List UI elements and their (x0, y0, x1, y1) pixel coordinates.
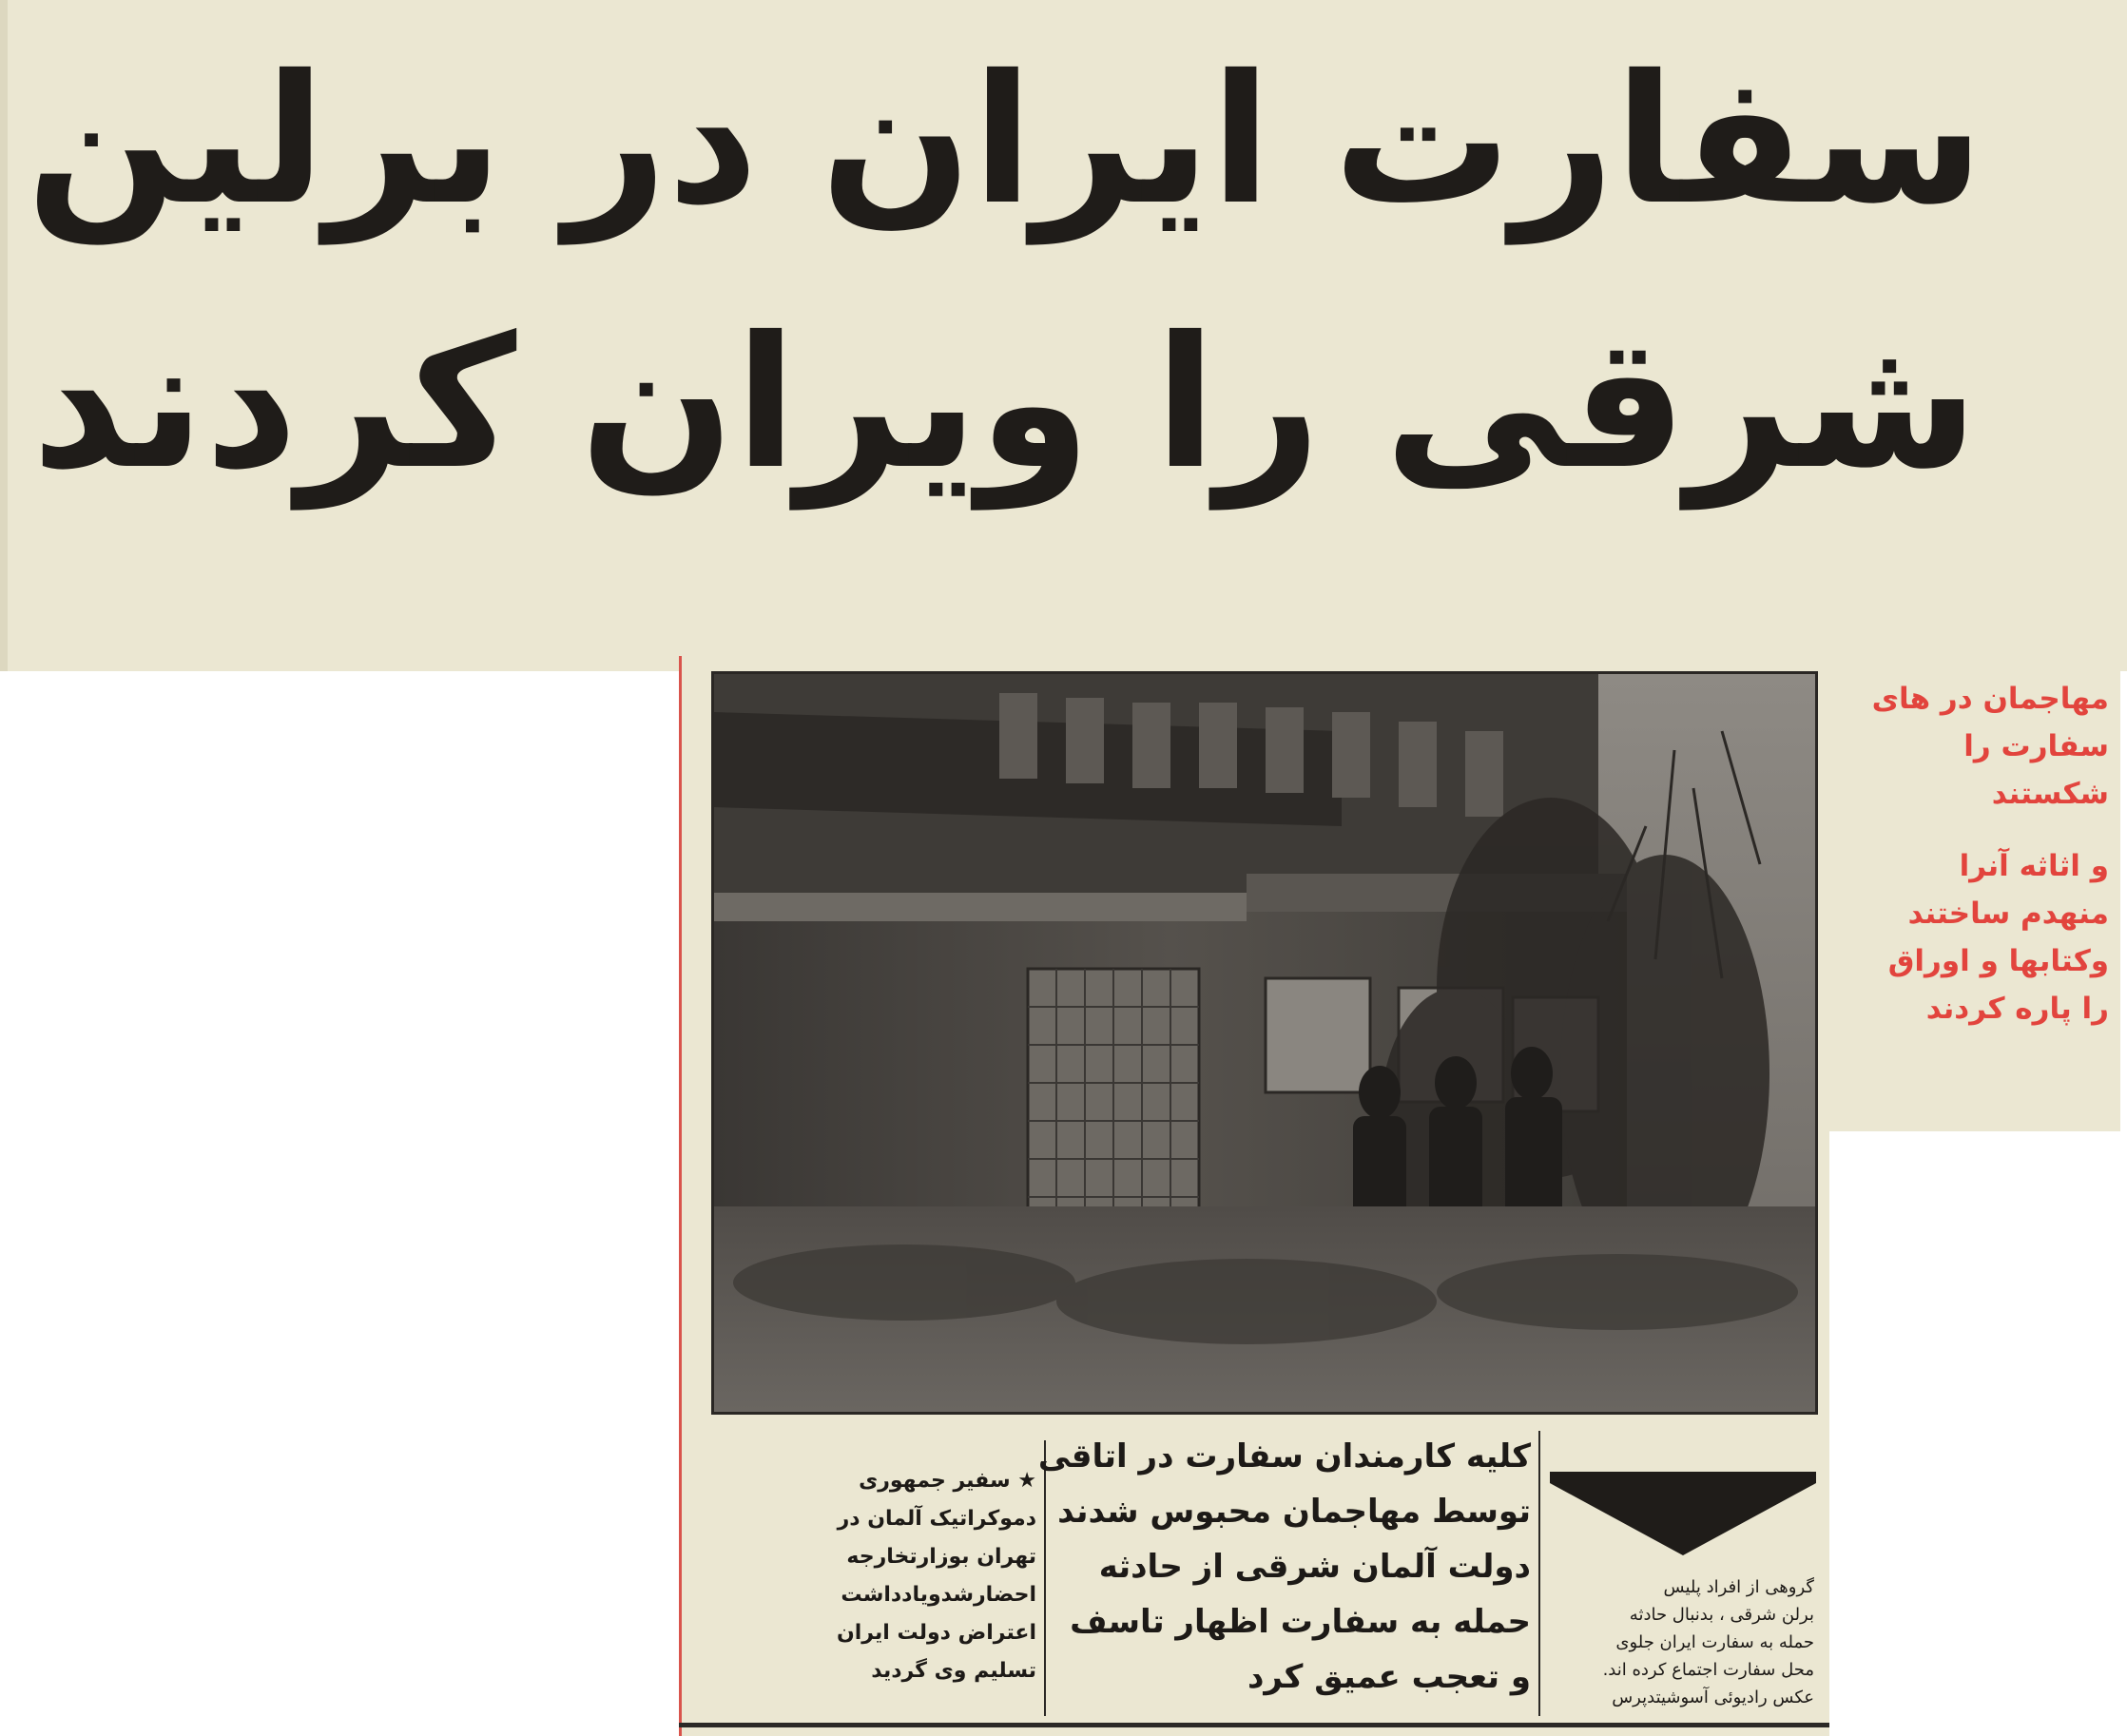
note-line: تسلیم وی گردید (871, 1659, 1036, 1683)
side-caption (1833, 675, 2109, 1032)
note-line: دموکراتیک آلمان در (837, 1507, 1036, 1531)
lead-line: حمله به سفارت اظهار تاسف (1070, 1603, 1531, 1641)
side-caption-line: را پاره کردند (1925, 992, 2109, 1026)
scan-edge (0, 0, 8, 671)
bottom-rule (679, 1723, 1829, 1727)
side-caption-line: سفارت را (1963, 729, 2109, 763)
embassy-photo (711, 671, 1818, 1415)
column-divider (1538, 1431, 1540, 1716)
side-caption-line: منهدم ساختند (1907, 897, 2109, 931)
headline-line-1: سفارت ایران در برلین (26, 37, 1984, 244)
side-caption-line: مهاجمان در های (1871, 682, 2109, 716)
side-caption-gap (1833, 818, 2109, 842)
ambassador-note (713, 1462, 1036, 1690)
caption-line: عکس رادیوئی آسوشیتدپرس (1612, 1688, 1814, 1707)
lead-paragraph (1037, 1429, 1531, 1705)
note-line: اعتراض دولت ایران (836, 1621, 1036, 1645)
caption-arrow-icon (1550, 1472, 1816, 1557)
note-line: تهران بوزارتخارجه (846, 1545, 1036, 1569)
caption-line: برلن شرقی ، بدنبال حادثه (1629, 1605, 1814, 1625)
caption-line: حمله به سفارت ایران جلوی (1615, 1632, 1814, 1652)
embassy-photo-illustration (714, 674, 1815, 1412)
lead-line: توسط مهاجمان محبوس شدند (1057, 1493, 1531, 1531)
note-line: ★ سفیر جمهوری (859, 1469, 1036, 1493)
red-margin-rule (679, 656, 682, 1736)
lead-line: دولت آلمان شرقی از حادثه (1098, 1548, 1531, 1586)
note-line: احضارشدویادداشت (841, 1583, 1036, 1607)
caption-line: محل سفارت اجتماع کرده اند. (1602, 1660, 1814, 1680)
caption-line: گروهی از افراد پلیس (1663, 1577, 1814, 1597)
lead-line: کلیه کارمندان سفارت در اتاقی (1037, 1437, 1531, 1476)
side-caption-line: شکستند (1991, 777, 2109, 811)
headline-line-2: شرقی را ویران کردند (31, 299, 1979, 510)
side-caption-line: وکتابها و اوراق (1887, 944, 2109, 978)
lead-line: و تعجب عمیق کرد (1247, 1658, 1531, 1696)
photo-caption (1548, 1573, 1814, 1711)
side-caption-line: و اثاثه آنرا (1959, 849, 2109, 883)
